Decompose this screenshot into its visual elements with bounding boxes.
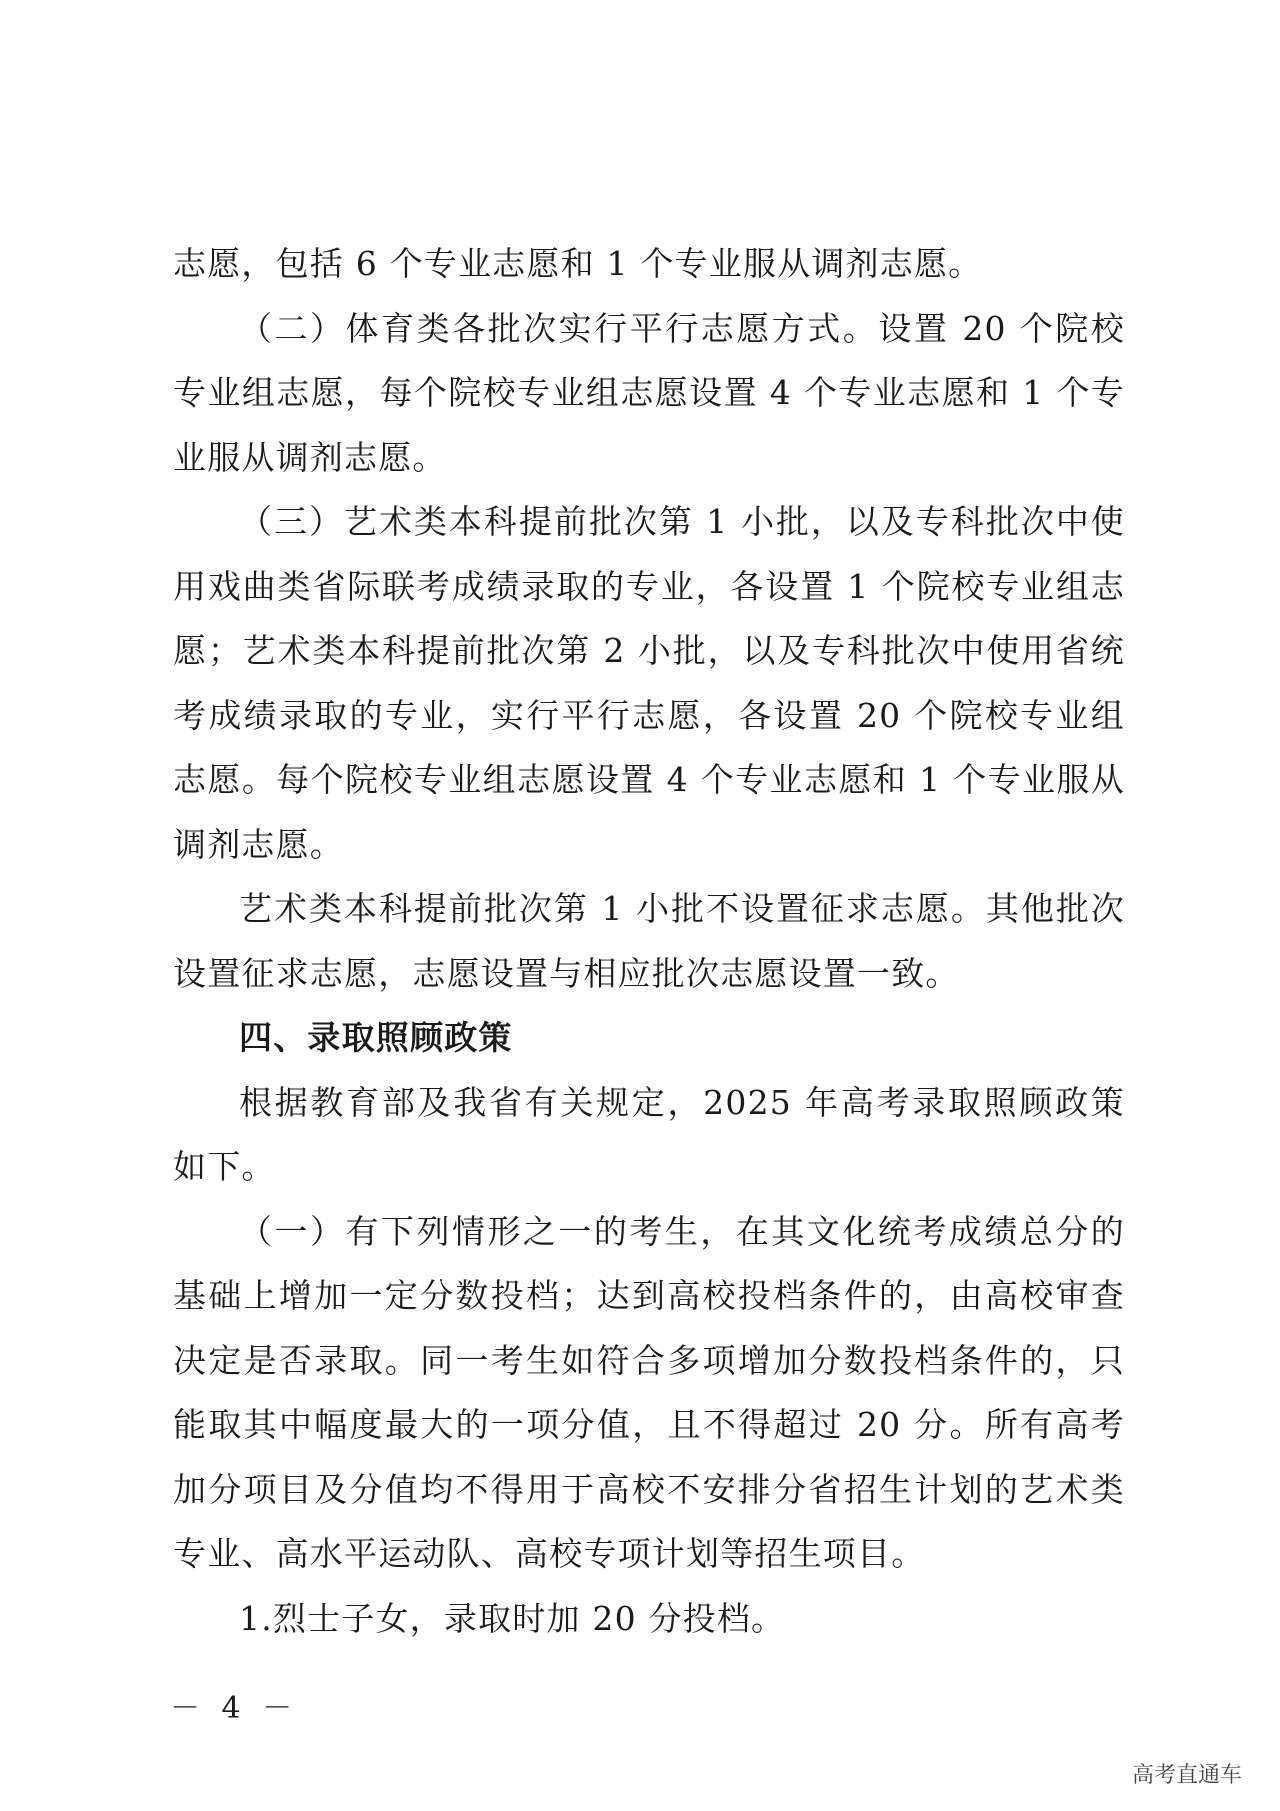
paragraph: （一）有下列情形之一的考生，在其文化统考成绩总分的基础上增加一定分数投档；达到高校投档条件的，由高校审查决定是否录取。同一考生如符合多项增加分数投档条件的，只能取其中幅度最大的一项分值，且不得超过 20 分。所有高考加分项目及分值均不得用于高校不安排分省招生计划的艺术类专业、高水平运动队、高校专项计划等招生项目。 [173, 1211, 1125, 1573]
paragraph: 艺术类本科提前批次第 1 小批不设置征求志愿。其他批次设置征求志愿，志愿设置与相应批次志愿设置一致。 [173, 889, 1125, 993]
paragraph: （二）体育类各批次实行平行志愿方式。设置 20 个院校专业组志愿，每个院校专业组志愿设置 4 个专业志愿和 1 个专业服从调剂志愿。 [173, 308, 1125, 477]
paragraph: （三）艺术类本科提前批次第 1 小批，以及专科批次中使用戏曲类省际联考成绩录取的专业，各设置 1 个院校专业组志愿；艺术类本科提前批次第 2 小批，以及专科批次中使用省统考成绩录取的专业，实行平行志愿，各设置 20 个院校专业组志愿。每个院校专业组志愿设置 4 个专业志愿和 1 个专业服从调剂志愿。 [173, 502, 1125, 864]
paragraph: 根据教育部及我省有关规定，2025 年高考录取照顾政策如下。 [173, 1082, 1125, 1186]
page-number: － 4 － [170, 1691, 299, 1726]
document-body [173, 232, 1125, 1651]
paragraph: 1.烈士子女，录取时加 20 分投档。 [239, 1598, 786, 1638]
section-heading: 四、录取照顾政策 [239, 1018, 513, 1057]
paragraph: 志愿，包括 6 个专业志愿和 1 个专业服从调剂志愿。 [173, 244, 983, 283]
watermark-text: 高考直通车 [1131, 1763, 1242, 1788]
